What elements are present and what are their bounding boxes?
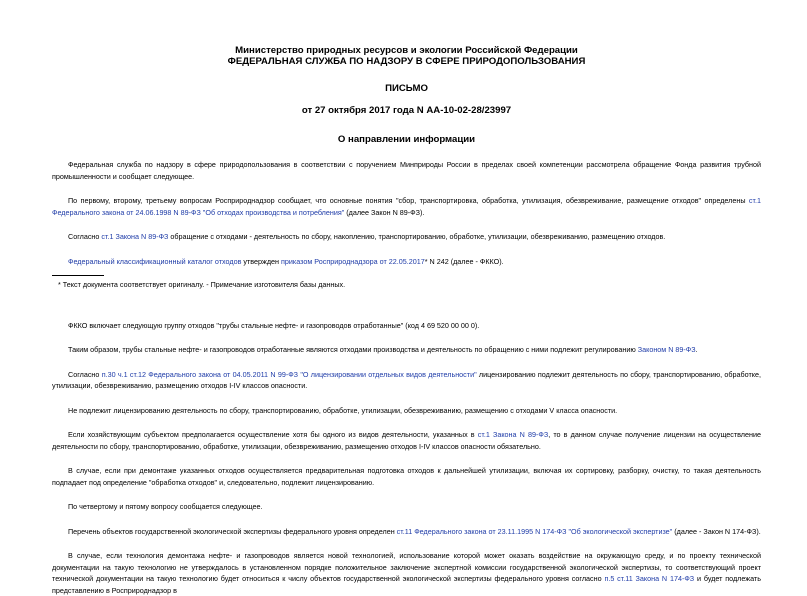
paragraph-4: Федеральный классификационный каталог отходов утвержден приказом Росприроднадзора от 22.05.2017* N 242 (далее - ФККО). [68, 256, 504, 266]
document-date-number: от 27 октября 2017 года N АА-10-02-28/23997 [301, 105, 512, 116]
law-89-fz-art1-link-2[interactable]: ст.1 Закона N 89-ФЗ [477, 430, 549, 439]
fkko-catalog-link[interactable]: Федеральный классификационный каталог отходов [68, 256, 242, 266]
paragraph-3: Согласно ст.1 Закона N 89-ФЗ обращение с отходами - деятельность по сбору, накоплению, транспортированию, обработке, утилизации, обезвреживанию, размещению отходов. [68, 232, 666, 241]
paragraph-11: По четвертому и пятому вопросу сообщается следующее. [68, 502, 263, 511]
footnote: * Текст документа соответствует оригиналу. - Примечание изготовителя базы данных. [58, 280, 346, 289]
paragraph-2: По первому, второму, третьему вопросам Росприроднадзор сообщает, что основные понятия "сбор, транспортировка, обработка, утилизация, обезвреживание, размещение отходов" определены ст.1 Федерального закона от 24.06.1998 N 89-ФЗ "Об отходах производства и потребления" (далее Закон N 89-ФЗ). [52, 196, 761, 217]
paragraph-5: ФККО включает следующую группу отходов "трубы стальные нефте- и газопроводов отработанные" (код 4 69 520 00 00 0). [68, 320, 480, 330]
law-174-fz-art11-link[interactable]: п.5 ст.11 Закона N 174-ФЗ [604, 574, 695, 583]
law-89-fz-short-link[interactable]: Законом N 89-ФЗ [637, 345, 696, 354]
paragraph-10: В случае, если при демонтаже указанных отходов осуществляется предварительная подготовка отходов к дальнейшей утилизации, включая их сортировку, разборку, очистку, то такая деятельность подпадает под определение "обработка отходов" и, следовательно, подлежит лицензированию. [52, 466, 761, 487]
law-99-fz-link[interactable]: п.30 ч.1 ст.12 Федерального закона от 04.05.2011 N 99-ФЗ "О лицензировании отдельных видов деятельности" [101, 369, 477, 379]
document-subject: О направлении информации [337, 134, 476, 145]
service-title: ФЕДЕРАЛЬНАЯ СЛУЖБА ПО НАДЗОРУ В СФЕРЕ ПРИРОДОПОЛЬЗОВАНИЯ [227, 56, 586, 67]
paragraph-1: Федеральная служба по надзору в сфере природопользования в соответствии с поручением Минприроды России в пределах своей компетенции рассмотрела обращение Фонда развития трубной промышленности и сообщает следующее. [52, 160, 761, 181]
paragraph-9: Если хозяйствующим субъектом предполагается осуществление хотя бы одного из видов деятельности, указанных в ст.1 Закона N 89-ФЗ, то в данном случае получение лицензии на осуществление деятельности по сбору, транспортированию, обработке, утилизации, обезвреживанию, размещению отходов I-IV классов опасности обязательно. [52, 430, 761, 451]
ministry-title: Министерство природных ресурсов и экологии Российской Федерации [235, 45, 578, 56]
paragraph-7: Согласно п.30 ч.1 ст.12 Федерального закона от 04.05.2011 N 99-ФЗ "О лицензировании отдельных видов деятельности" лицензированию подлежит деятельность по сбору, транспортированию, обработке, утилизации, обезвреживанию, размещению отходов I-IV классов опасности. [52, 369, 761, 390]
law-89-fz-link[interactable]: ст.1 Федерального закона от 24.06.1998 N 89-ФЗ "Об отходах производства и потребления" [52, 196, 761, 217]
paragraph-8: Не подлежит лицензированию деятельность по сбору, транспортированию, обработке, утилизации, обезвреживанию, размещению с отходами V класса опасности. [68, 405, 618, 415]
paragraph-12: Перечень объектов государственной экологической экспертизы федерального уровня определен ст.11 Федерального закона от 23.11.1995 N 174-ФЗ "Об экологической экспертизе" (далее - Закон N 174-ФЗ). [68, 526, 761, 536]
document-type: ПИСЬМО [385, 83, 428, 94]
paragraph-6: Таким образом, трубы стальные нефте- и газопроводов отработанные являются отходами производства и деятельность по обращению с ними подлежит регулированию Законом N 89-ФЗ. [68, 345, 698, 354]
footnote-divider [52, 275, 104, 276]
law-89-fz-art1-link[interactable]: ст.1 Закона N 89-ФЗ [101, 232, 169, 241]
law-174-fz-link[interactable]: ст.11 Федерального закона от 23.11.1995 N 174-ФЗ "Об экологической экспертизе" [396, 526, 673, 536]
paragraph-13: В случае, если технология демонтажа нефте- и газопроводов является новой технологией, использование которой может оказать воздействие на окружающую среду, и по проекту технической документации на такую технологию не утверждалось в установленном порядке положительное заключение экспертной комиссии государственной экологической экспертизы, то соответствующий проект технической документации на такую технологию будет относиться к числу объектов государственной экологической экспертизы федерального уровня согласно п.5 ст.11 Закона N 174-ФЗ и будет подлежать представлению в Росприроднадзор в [52, 551, 761, 595]
order-link[interactable]: приказом Росприроднадзора от 22.05.2017 [281, 256, 425, 266]
